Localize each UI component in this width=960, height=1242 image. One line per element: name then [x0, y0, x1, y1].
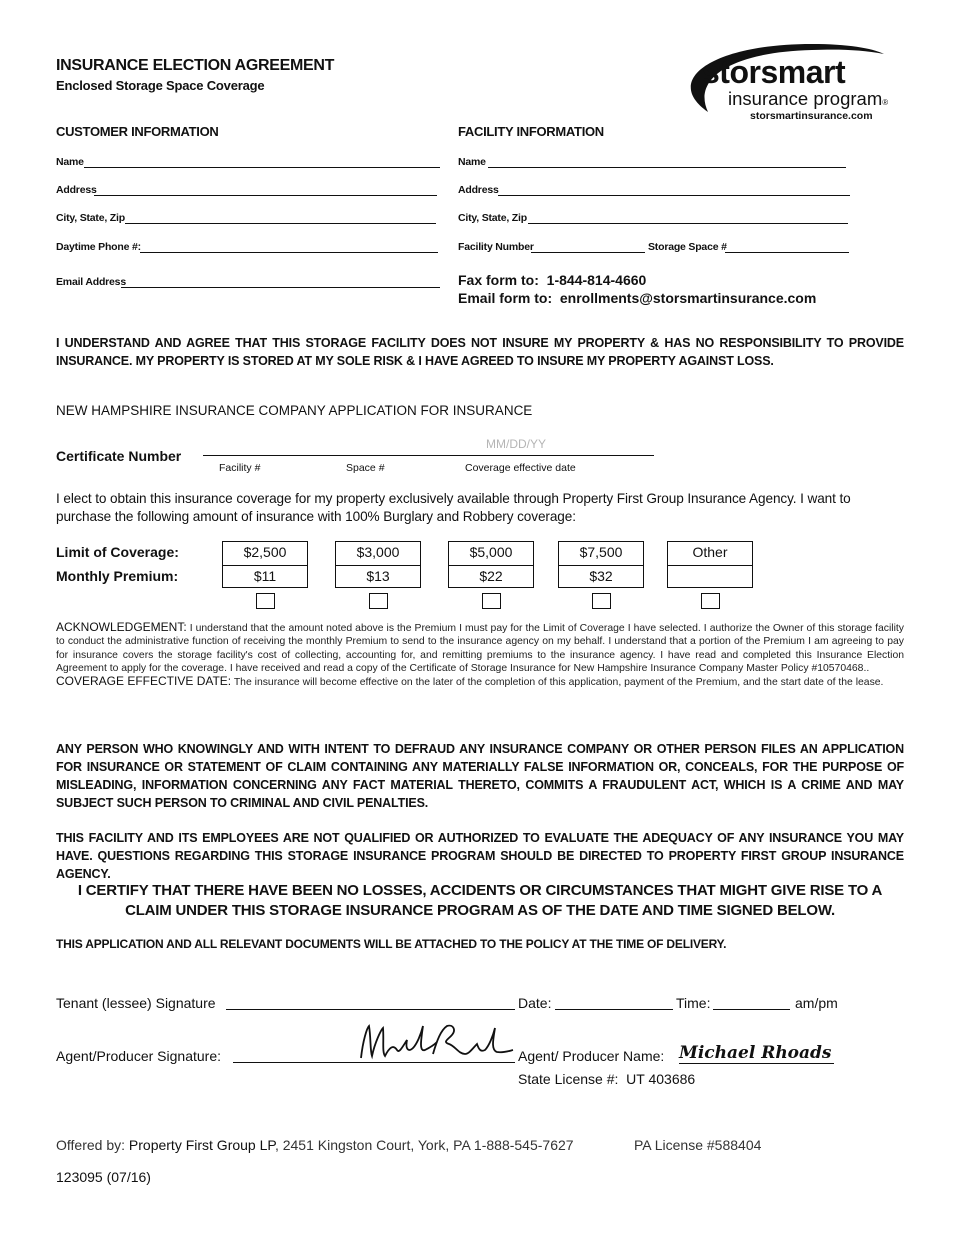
agent-name-label: Agent/ Producer Name:	[518, 1048, 665, 1064]
customer-email-label: Email Address	[56, 276, 126, 288]
date-label: Date:	[518, 995, 552, 1011]
limit-value: Other	[668, 542, 752, 566]
form-number: 123095 (07/16)	[56, 1169, 151, 1185]
footer-offered-by	[56, 1137, 574, 1153]
limit-value: $2,500	[223, 542, 307, 566]
acknowledgement-block	[56, 621, 904, 689]
offered-by-label: Offered by:	[56, 1137, 126, 1153]
certificate-label: Certificate Number	[56, 448, 182, 464]
application-title: NEW HAMPSHIRE INSURANCE COMPANY APPLICATION FOR INSURANCE	[56, 403, 533, 418]
customer-email-field[interactable]	[121, 287, 440, 288]
date-field[interactable]	[555, 1009, 673, 1010]
company-name: Property First Group LP	[128, 1137, 275, 1153]
storage-space-label: Storage Space #	[648, 241, 727, 253]
facility-number-field[interactable]	[531, 252, 645, 253]
coverage-checkbox-other[interactable]	[701, 593, 720, 609]
ampm-label: am/pm	[795, 995, 838, 1011]
facility-city-label: City, State, Zip	[458, 212, 527, 224]
limit-label: Limit of Coverage:	[56, 544, 179, 560]
elect-statement: I elect to obtain this insurance coverage for my property exclusively available through Property First Group Insurance Agency. I want to purchase the following amount of insurance with 100% Burglary and Robbery coverage:	[56, 491, 851, 524]
agent-name-value: Michael Rhoads	[679, 1043, 832, 1063]
coverage-option-2[interactable]	[335, 541, 421, 588]
coverage-option-4[interactable]	[558, 541, 644, 588]
acknowledgement-text: I understand that the amount noted above is the Premium I must pay for the Limit of Coverage I have selected. I authorize the Owner of this storage facility to conduct the administrative function of receiving the monthly Premium to send to the insurance agency on my behalf. I understand that a portion of the Premium I am agreeing to pay for insurance covers the storage facility's cost of collecting, accounting for, and remitting premiums to the insurance agency. I have read and completed this Insurance Election Agreement to apply for the coverage. I have received and read a copy of the Certificate of Storage Insurance for New Hampshire Insurance Company Master Policy #10570468..	[56, 623, 904, 674]
attached-notice: THIS APPLICATION AND ALL RELEVANT DOCUMENTS WILL BE ATTACHED TO THE POLICY AT THE TIME OF DELIVERY.	[56, 937, 727, 951]
facility-address-label: Address	[458, 184, 499, 196]
customer-address-field[interactable]	[94, 195, 437, 196]
state-license: State License #: UT 403686	[518, 1071, 696, 1087]
tenant-signature-field[interactable]	[226, 1009, 515, 1010]
customer-city-field[interactable]	[125, 223, 436, 224]
customer-phone-field[interactable]	[140, 252, 438, 253]
coverage-checkbox-3[interactable]	[482, 593, 501, 609]
date-placeholder: MM/DD/YY	[486, 437, 546, 451]
storsmart-logo	[672, 40, 912, 130]
effective-heading: COVERAGE EFFECTIVE DATE:	[56, 674, 232, 689]
logo-program	[728, 88, 888, 110]
coverage-option-1[interactable]	[222, 541, 308, 588]
customer-address-label: Address	[56, 184, 97, 196]
logo-program-text: insurance program	[728, 88, 883, 109]
tenant-signature-label: Tenant (lessee) Signature	[56, 995, 216, 1011]
customer-name-label: Name	[56, 156, 84, 168]
premium-value: $13	[366, 568, 390, 584]
logo-url: storsmartinsurance.com	[750, 110, 873, 122]
coverage-option-3[interactable]	[448, 541, 534, 588]
logo-brand: storsmart	[702, 54, 846, 90]
facility-heading: FACILITY INFORMATION	[458, 124, 604, 139]
certification-statement: I CERTIFY THAT THERE HAVE BEEN NO LOSSES, ACCIDENTS OR CIRCUMSTANCES THAT MIGHT GIVE RISE TO A CLAIM UNDER THIS STORAGE INSURANCE PROGRAM AS OF THE DATE AND TIME SIGNED BELOW.	[77, 882, 883, 919]
facility-number-label: Facility Number	[458, 241, 534, 253]
customer-heading: CUSTOMER INFORMATION	[56, 124, 219, 139]
email-instructions: Email form to: enrollments@storsmartinsurance.com	[458, 290, 817, 306]
coverage-checkbox-2[interactable]	[369, 593, 388, 609]
time-label: Time:	[676, 995, 711, 1011]
facility-name-label: Name	[458, 156, 486, 168]
limit-value: $5,000	[449, 542, 533, 566]
logo-registered: ®	[882, 98, 889, 107]
facility-address-field[interactable]	[498, 195, 850, 196]
limit-value: $3,000	[336, 542, 420, 566]
space-num-caption: Space #	[346, 462, 385, 474]
effective-date-caption: Coverage effective date	[465, 462, 576, 474]
agent-signature-label: Agent/Producer Signature:	[56, 1048, 221, 1064]
fax-instructions: Fax form to: 1-844-814-4660	[458, 272, 647, 288]
acknowledgement-heading: ACKNOWLEDGEMENT:	[56, 620, 187, 634]
document-subtitle: Enclosed Storage Space Coverage	[56, 78, 265, 93]
premium-label: Monthly Premium:	[56, 568, 179, 584]
premium-value: $32	[589, 568, 613, 584]
premium-value: $11	[253, 568, 277, 584]
agreement-statement: I UNDERSTAND AND AGREE THAT THIS STORAGE FACILITY DOES NOT INSURE MY PROPERTY & HAS NO RESPONSIBILITY TO PROVIDE INSURANCE. MY PROPERTY IS STORED AT MY SOLE RISK & I HAVE AGREED TO INSURE MY PROPERTY AGAINST LOSS.	[56, 336, 904, 368]
effective-text: The insurance will become effective on the later of the completion of this application, payment of the Premium, and the start date of the lease.	[231, 677, 884, 689]
facility-notice: THIS FACILITY AND ITS EMPLOYEES ARE NOT QUALIFIED OR AUTHORIZED TO EVALUATE THE ADEQUACY OF ANY INSURANCE YOU MAY HAVE. QUESTIONS REGARDING THIS STORAGE INSURANCE PROGRAM SHOULD BE DIRECTED TO PROPERTY FIRST GROUP INSURANCE AGENCY.	[56, 831, 904, 881]
facility-city-field[interactable]	[528, 223, 848, 224]
pa-license: PA License #588404	[634, 1137, 762, 1153]
facility-num-caption: Facility #	[219, 462, 261, 474]
customer-phone-label: Daytime Phone #:	[56, 241, 141, 253]
customer-name-field[interactable]	[84, 167, 440, 168]
time-field[interactable]	[713, 1009, 790, 1010]
customer-city-label: City, State, Zip	[56, 212, 125, 224]
limit-value: $7,500	[559, 542, 643, 566]
fraud-warning: ANY PERSON WHO KNOWINGLY AND WITH INTENT TO DEFRAUD ANY INSURANCE COMPANY OR OTHER PERSON FILES AN APPLICATION FOR INSURANCE OR STATEMENT OF CLAIM CONTAINING ANY MATERIALLY FALSE INFORMATION OR, CONCEALS, FOR THE PURPOSE OF MISLEADING, INFORMATION CONCERNING ANY FACT MATERIAL THERETO, COMMITS A FRAUDULENT ACT, WHICH IS A CRIME AND MAY SUBJECT SUCH PERSON TO CRIMINAL AND CIVIL PENALTIES.	[56, 742, 904, 810]
certificate-number-field[interactable]	[203, 455, 654, 456]
document-title: INSURANCE ELECTION AGREEMENT	[56, 57, 335, 74]
coverage-option-other[interactable]	[667, 541, 753, 588]
coverage-checkbox-1[interactable]	[256, 593, 275, 609]
storage-space-field[interactable]	[725, 252, 849, 253]
coverage-checkbox-4[interactable]	[592, 593, 611, 609]
facility-name-field[interactable]	[488, 167, 846, 168]
premium-value: $22	[479, 568, 503, 584]
agent-handwritten-signature	[355, 1020, 515, 1065]
company-address: , 2451 Kingston Court, York, PA 1-888-545-7627	[274, 1137, 574, 1153]
